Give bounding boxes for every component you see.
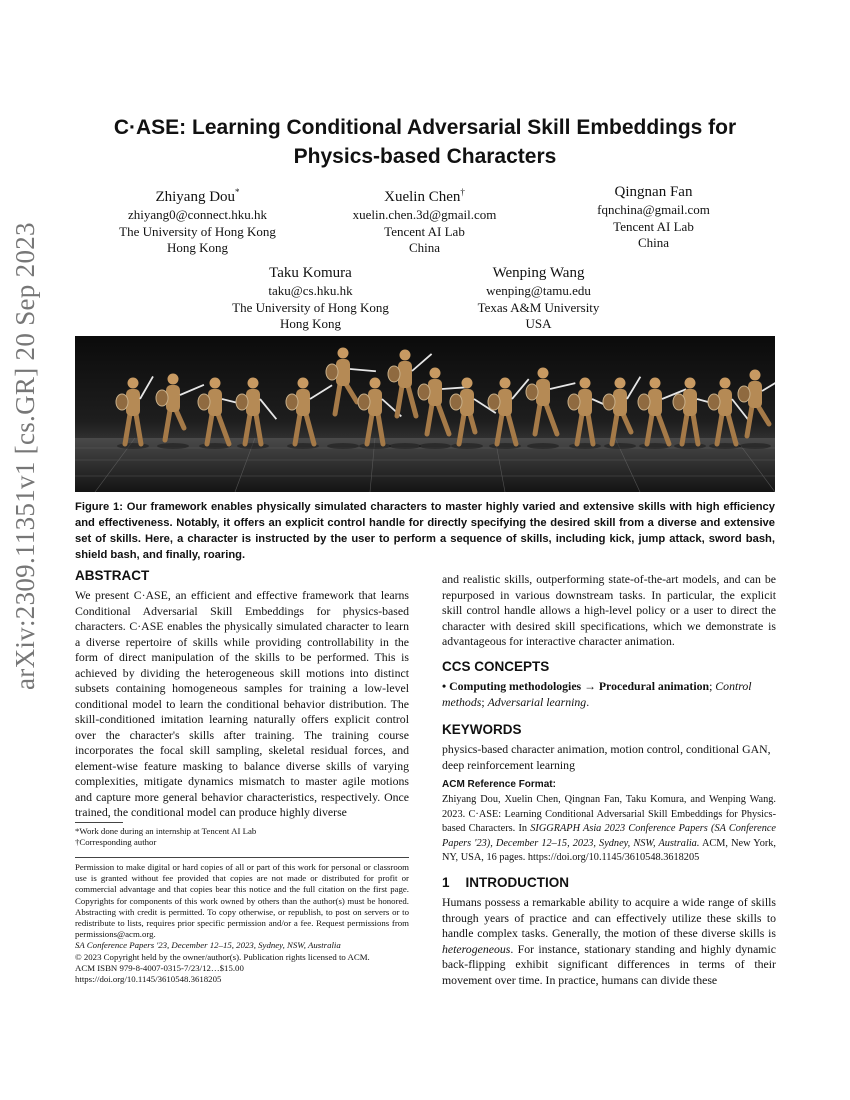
footnote-corresponding: †Corresponding author xyxy=(75,837,157,848)
section-title: INTRODUCTION xyxy=(465,875,570,890)
author-email[interactable]: wenping@tamu.edu xyxy=(486,283,591,298)
copyright-notice: © 2023 Copyright held by the owner/author(s). Publication rights licensed to ACM. xyxy=(75,951,370,962)
footnotes xyxy=(75,826,409,848)
author-block xyxy=(551,183,756,252)
author-block xyxy=(95,183,300,257)
author-email[interactable]: zhiyang0@connect.hku.hk xyxy=(127,207,268,222)
author-location: Hong Kong xyxy=(279,316,342,331)
intro-text-b: . For instance, stationary standing and highly dynamic back-flipping exhibit significant differences in terms of their movement over time. In practice, humans can divide these xyxy=(442,941,776,987)
ccs-adversarial-learning: Adversarial learning xyxy=(487,694,587,709)
author-name: Qingnan Fan xyxy=(614,184,693,200)
introduction-heading xyxy=(442,875,569,890)
author-affiliation: Tencent AI Lab xyxy=(384,223,465,239)
author-affiliation: Tencent AI Lab xyxy=(613,218,694,234)
author-block xyxy=(436,264,641,333)
footnote-internship: *Work done during an internship at Tencent AI Lab xyxy=(75,826,257,836)
paper-title: C·ASE: Learning Conditional Adversarial Skill Embeddings for Physics-based Characters xyxy=(113,116,737,168)
reference-tail: ACM, New York, NY, USA, 16 pages. https://doi.org/10.1145/3610548.3618205 xyxy=(442,837,776,864)
ccs-control-methods: Control methods xyxy=(442,679,752,709)
warrior-figure xyxy=(156,374,204,450)
author-location: China xyxy=(408,240,441,255)
conference-venue: SA Conference Papers '23, December 12–15, 2023, Sydney, NSW, Australia xyxy=(75,940,341,951)
warrior-figure xyxy=(526,368,575,450)
author-name: Xuelin Chen xyxy=(384,189,461,205)
author-affiliation: The University of Hong Kong xyxy=(232,299,389,315)
doi-link[interactable]: https://doi.org/10.1145/3610548.3618205 xyxy=(75,974,222,985)
intro-emphasis: heterogeneous xyxy=(442,941,511,956)
author-email[interactable]: xuelin.chen.3d@gmail.com xyxy=(352,207,497,222)
reference-authors: Zhiyang Dou, Xuelin Chen, Qingnan Fan, Taku Komura, and Wenping Wang. 2023. C·ASE: Learning Conditional Adversarial Skill Embeddings for Physics-based Characters. In xyxy=(442,794,776,835)
ccs-separator: ; xyxy=(481,694,488,709)
footnote-divider xyxy=(75,822,123,823)
permission-text: Permission to make digital or hard copies of all or part of this work for personal or classroom use is granted without fee provided that copies are not made or distributed for profit or commercial advantage and that copies bear this notice and the full citation on the first page. Copyrights for components of this work owned by others than the author(s) must be honored. Abstracting with credit is permitted. To copy otherwise, or republish, to post on servers or to redistribute to lists, requires prior specific permission and/or a fee. Request permissions from permissions@acm.org. xyxy=(75,862,409,940)
abstract-text: We present C·ASE, an efficient and effective framework that learns Conditional Adversarial Skill Embeddings for physics-based characters. C·ASE enables the physically simulated character to learn a diverse repertoire of skills while providing controllability in the form of direct manipulation of the skills to be performed. This is achieved by dividing the heterogeneous skill motions into distinct subsets containing homogeneous samples for training a low-level conditional model to learn the conditional behavior distribution. The skill-conditioned imitation learning naturally offers explicit control over the character's skills after training. The training course incorporates the focal skill sampling, skeletal residual forces, and element-wise feature masking to balance diverse skills of varying complexities, mitigate dynamics mismatch to master agile motions and capture more general behavior characteristics, respectively. Once trained, the conditional model can produce highly diverse xyxy=(75,588,409,819)
keywords-heading: KEYWORDS xyxy=(442,722,522,737)
section-number: 1 xyxy=(442,875,450,890)
author-location: China xyxy=(637,235,670,250)
reference-heading: ACM Reference Format: xyxy=(442,779,556,790)
author-email[interactable]: fqnchina@gmail.com xyxy=(597,202,710,217)
character-sequence-illustration xyxy=(75,336,775,492)
author-location: USA xyxy=(525,316,552,331)
intro-text-a: Humans possess a remarkable ability to acquire a wide range of skills through years of practice and can effectively utilize these skills to handle complex tasks. Generally, the motion of these diverse skills is xyxy=(442,895,776,940)
isbn: ACM ISBN 979-8-4007-0315-7/23/12…$15.00 xyxy=(75,962,244,973)
author-name: Zhiyang Dou xyxy=(155,189,236,205)
author-affiliation: Texas A&M University xyxy=(477,299,600,315)
author-email[interactable]: taku@cs.hku.hk xyxy=(268,283,353,298)
author-affiliation: The University of Hong Kong xyxy=(119,223,276,239)
author-mark: * xyxy=(235,187,240,197)
author-mark: † xyxy=(460,187,465,197)
ccs-separator: ; xyxy=(709,679,716,693)
permission-block xyxy=(75,862,409,985)
keywords-text: physics-based character animation, motion control, conditional GAN, deep reinforcement learning xyxy=(442,742,771,772)
arxiv-identifier: arXiv:2309.11351v1 [cs.GR] 20 Sep 2023 xyxy=(10,222,40,690)
author-block xyxy=(208,264,413,333)
author-name: Taku Komura xyxy=(269,265,352,281)
author-block xyxy=(322,183,527,257)
ccs-concept: • Computing methodologies → Procedural animation xyxy=(442,679,710,693)
permission-divider xyxy=(75,857,409,858)
warrior-figure xyxy=(738,370,775,450)
reference-venue: SIGGRAPH Asia 2023 Conference Papers (SA Conference Papers '23), December 12–15, 2023, Sydney, NSW, Australia. xyxy=(442,823,776,849)
reference-text xyxy=(442,793,776,866)
abstract-continued: and realistic skills, outperforming state-of-the-art models, and can be repurposed in various downstream tasks. In particular, the explicit skill control handle allows a high-level policy or a user to direct the character with desired skill specifications, which we demonstrate is advantageous for interactive character animation. xyxy=(442,572,776,648)
author-location: Hong Kong xyxy=(166,240,229,255)
abstract-heading: ABSTRACT xyxy=(75,568,150,583)
figure-caption: Figure 1: Our framework enables physically simulated characters to master highly varied and extensive skills with high efficiency and effectiveness. Notably, it offers an explicit control handle for directly specifying the desired skill from a diverse and extensive set of skills. Here, a character is instructed by the user to perform a sequence of skills, including kick, jump attack, sword bash, shield bash, and finally, roaring. xyxy=(75,501,775,561)
author-name: Wenping Wang xyxy=(492,265,585,281)
introduction-text xyxy=(442,895,776,988)
ccs-heading: CCS CONCEPTS xyxy=(442,659,550,674)
ccs-end: . xyxy=(586,694,590,709)
ccs-text xyxy=(442,679,776,710)
teaser-figure xyxy=(75,336,775,492)
